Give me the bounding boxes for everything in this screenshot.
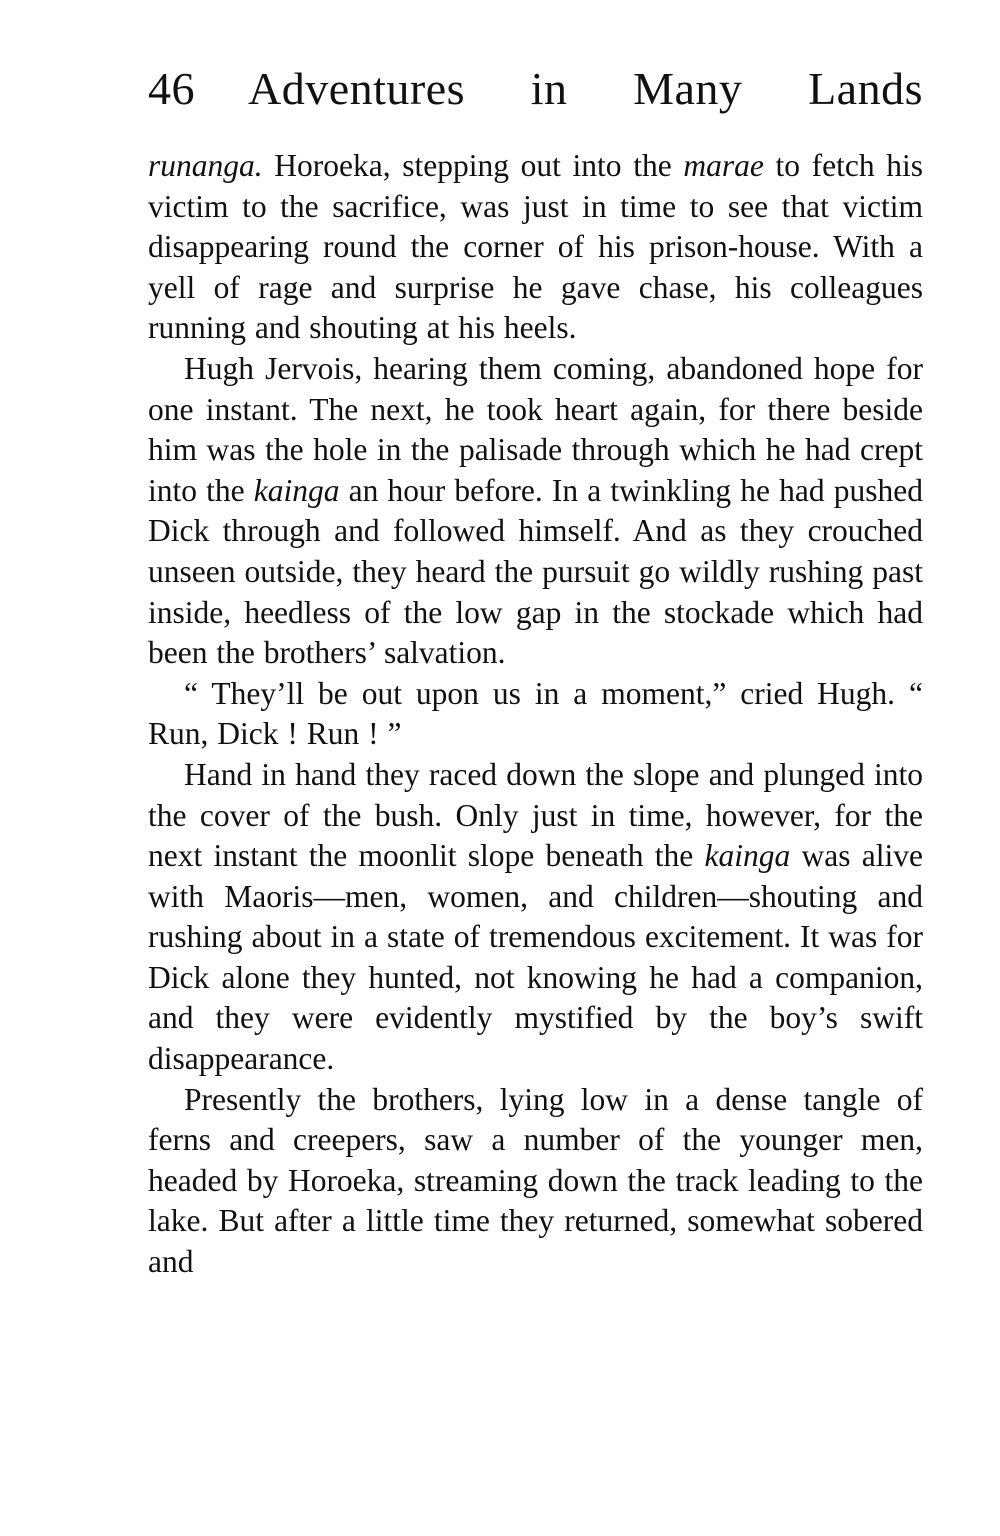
paragraph — [148, 1080, 923, 1283]
paragraph — [148, 755, 923, 1080]
italic-word: kainga — [253, 472, 340, 508]
book-page — [148, 62, 923, 1283]
text-span: an hour before. In a twinkling he had pushed Dick through and followed himself. And as they crouched unseen outside, they heard the pursuit go wildly rushing past inside, heedless of the low gap in the stockade which had been the brothers’ salvation. — [148, 472, 923, 671]
text-span: “ They’ll be out upon us in a moment,” cried Hugh. “ Run, Dick ! Run ! ” — [148, 675, 923, 752]
running-header — [148, 62, 923, 142]
body-text — [148, 146, 923, 1283]
paragraph — [148, 674, 923, 755]
italic-word: runanga. — [148, 148, 263, 183]
running-title: Adventures in Many Lands — [248, 63, 923, 114]
text-span: Hugh Jervois, hearing them coming, abandoned hope for one instant. The next, he took heart again, for there beside him was the hole in the palisade through which he had crept into the — [148, 350, 923, 508]
text-span: Presently the brothers, lying low in a dense tangle of ferns and creepers, saw a number of the younger men, headed by Horoeka, streaming down the track leading to the lake. But after a little time they returned, somewhat sobered and — [148, 1081, 923, 1280]
page-number: 46 — [148, 63, 195, 114]
italic-word: marae — [683, 148, 764, 183]
text-span: Horoeka, stepping out into the — [262, 148, 684, 183]
text-span: was alive with Maoris—men, women, and children—shouting and rushing about in a state of tremendous excitement. It was for Dick alone they hunted, not knowing he had a companion, and they were evidently mystified by the boy’s swift disappearance. — [148, 838, 923, 1077]
paragraph — [148, 146, 923, 349]
text-span: to fetch his victim to the sacrifice, was just in time to see that victim disappearing round the corner of his prison-house. With a yell of rage and surprise he gave chase, his colleagues running and shouting at his heels. — [148, 148, 924, 346]
italic-word: kainga — [704, 838, 791, 874]
text-span: Hand in hand they raced down the slope and plunged into the cover of the bush. Only just in time, however, for the next instant the moonlit slope beneath the — [148, 756, 923, 874]
paragraph — [148, 349, 923, 674]
